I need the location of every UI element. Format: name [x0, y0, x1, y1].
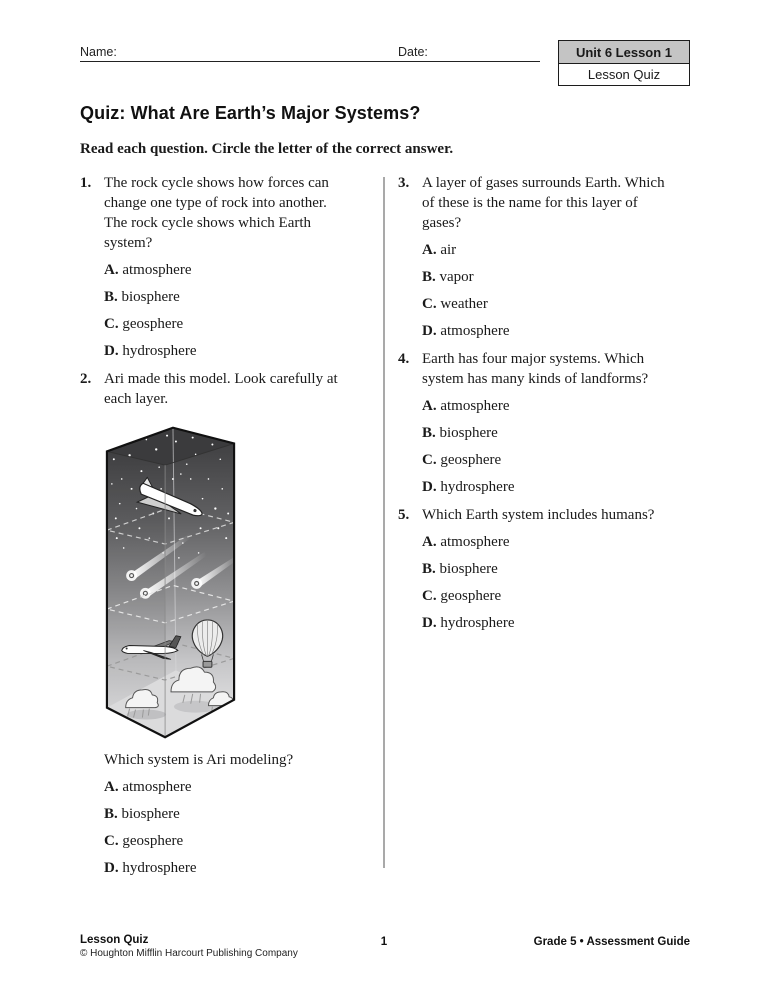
- option-letter: C.: [104, 833, 119, 849]
- answer-option: [422, 294, 670, 314]
- name-date-blank-line: [80, 42, 540, 62]
- answer-option: [104, 858, 352, 878]
- answer-option: [422, 423, 670, 443]
- option-letter: D.: [104, 860, 119, 876]
- option-letter: D.: [422, 615, 437, 631]
- answer-option: [104, 314, 352, 334]
- footer-copyright: © Houghton Mifflin Harcourt Publishing Company: [80, 948, 298, 959]
- earth-model-illustration: [102, 419, 240, 741]
- question-number: 1.: [80, 175, 92, 191]
- option-text: biosphere: [121, 289, 180, 305]
- question-1: [80, 173, 372, 361]
- option-text: geosphere: [122, 833, 184, 849]
- option-text: hydrosphere: [122, 860, 197, 876]
- answer-option: [422, 450, 670, 470]
- question-number: 5.: [398, 507, 410, 523]
- option-letter: B.: [422, 561, 436, 577]
- option-letter: C.: [422, 296, 437, 312]
- left-column: [80, 165, 372, 878]
- answer-option: [422, 267, 670, 287]
- footer-guide-label: Grade 5 • Assessment Guide: [533, 936, 690, 948]
- answer-option: [104, 341, 352, 361]
- question-number: 3.: [398, 175, 410, 191]
- option-text: geosphere: [122, 316, 184, 332]
- option-letter: D.: [104, 343, 119, 359]
- page-number: 1: [380, 936, 388, 948]
- option-letter: D.: [422, 479, 437, 495]
- option-text: biosphere: [121, 806, 180, 822]
- option-letter: B.: [104, 806, 118, 822]
- option-text: hydrosphere: [440, 479, 515, 495]
- option-text: biosphere: [439, 425, 498, 441]
- footer-lesson-title: Lesson Quiz: [80, 934, 149, 946]
- option-letter: A.: [422, 534, 437, 550]
- question-4: [398, 349, 690, 497]
- answer-option: [422, 586, 670, 606]
- option-letter: D.: [422, 323, 437, 339]
- answer-option: [104, 260, 352, 280]
- instruction-text: Read each question. Circle the letter of the correct answer.: [80, 141, 454, 157]
- answer-option: [104, 804, 352, 824]
- option-text: atmosphere: [122, 262, 192, 278]
- lesson-quiz-label: Lesson Quiz: [559, 64, 689, 85]
- answer-option: [422, 613, 670, 633]
- option-text: atmosphere: [440, 323, 510, 339]
- question-text: Earth has four major systems. Which system has many kinds of landforms?: [422, 351, 649, 387]
- answer-option: [104, 777, 352, 797]
- option-text: air: [440, 242, 457, 258]
- option-letter: B.: [104, 289, 118, 305]
- column-divider: [383, 177, 385, 868]
- answer-option: [422, 321, 670, 341]
- option-text: hydrosphere: [440, 615, 515, 631]
- answer-option: [422, 532, 670, 552]
- option-text: weather: [440, 296, 488, 312]
- option-text: atmosphere: [122, 779, 192, 795]
- question-2: [80, 369, 372, 878]
- name-label: Name:: [80, 45, 117, 59]
- option-letter: B.: [422, 269, 436, 285]
- option-text: geosphere: [440, 452, 502, 468]
- question-text: The rock cycle shows how forces can change one type of rock into another. The rock cycle shows which Earth system?: [104, 175, 329, 251]
- option-letter: B.: [422, 425, 436, 441]
- question-text: Ari made this model. Look carefully at each layer.: [104, 371, 338, 407]
- question-3: [398, 173, 690, 341]
- lesson-badge-box: [558, 40, 690, 86]
- option-text: biosphere: [439, 561, 498, 577]
- answer-option: [422, 477, 670, 497]
- answer-option: [104, 287, 352, 307]
- option-text: atmosphere: [440, 534, 510, 550]
- right-column: [398, 165, 690, 633]
- answer-option: [422, 396, 670, 416]
- earth-model-figure: [102, 419, 242, 741]
- footer-left: [80, 934, 298, 959]
- option-letter: C.: [422, 452, 437, 468]
- option-letter: C.: [422, 588, 437, 604]
- answer-option: [422, 240, 670, 260]
- date-label: Date:: [398, 45, 428, 59]
- question-followup-text: Which system is Ari modeling?: [104, 752, 294, 768]
- option-text: hydrosphere: [122, 343, 197, 359]
- question-text: Which Earth system includes humans?: [422, 507, 655, 523]
- page-title: Quiz: What Are Earth’s Major Systems?: [80, 103, 421, 123]
- question-number: 2.: [80, 371, 92, 387]
- option-text: atmosphere: [440, 398, 510, 414]
- answer-option: [422, 559, 670, 579]
- question-5: [398, 505, 690, 633]
- option-letter: A.: [104, 779, 119, 795]
- question-text: A layer of gases surrounds Earth. Which of these is the name for this layer of gases?: [422, 175, 665, 231]
- question-number: 4.: [398, 351, 410, 367]
- unit-lesson-label: Unit 6 Lesson 1: [559, 41, 689, 64]
- option-letter: C.: [104, 316, 119, 332]
- option-text: geosphere: [440, 588, 502, 604]
- option-letter: A.: [422, 398, 437, 414]
- answer-option: [104, 831, 352, 851]
- option-letter: A.: [422, 242, 437, 258]
- option-letter: A.: [104, 262, 119, 278]
- option-text: vapor: [439, 269, 474, 285]
